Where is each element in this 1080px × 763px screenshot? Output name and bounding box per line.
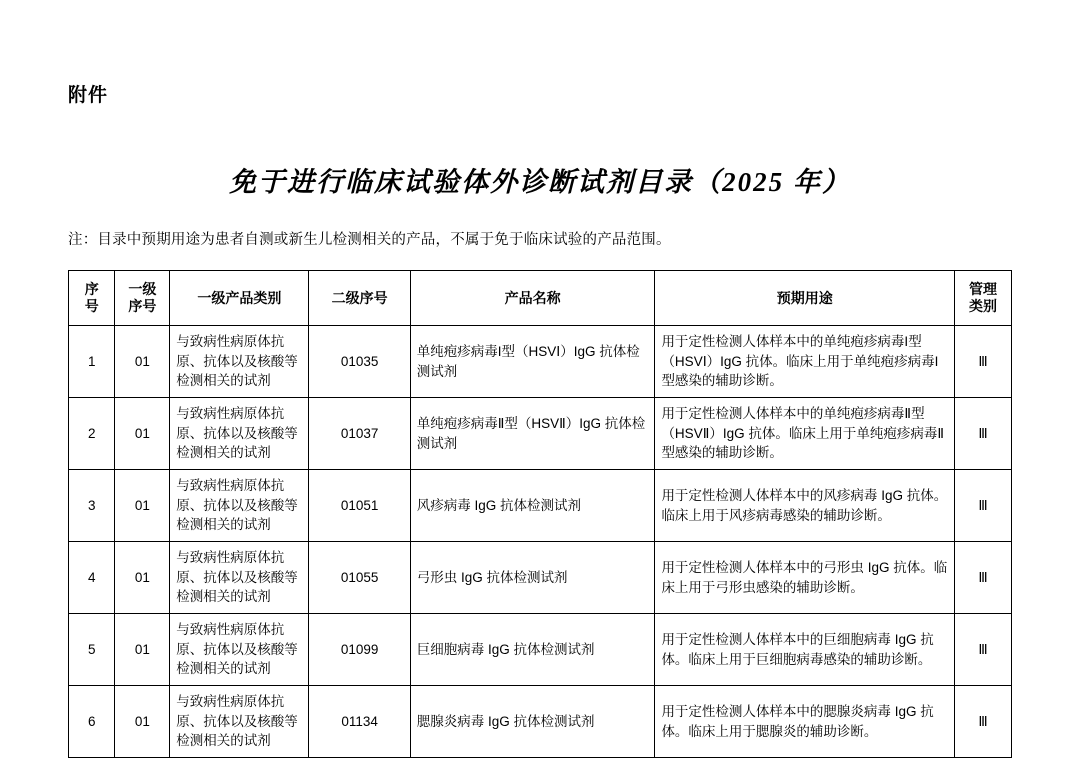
column-header-seq	[69, 271, 115, 326]
cell-product-name: 单纯疱疹病毒Ⅱ型（HSVⅡ）IgG 抗体检测试剂	[410, 398, 655, 470]
cell-product-name: 巨细胞病毒 IgG 抗体检测试剂	[410, 614, 655, 686]
table-row	[69, 686, 1012, 758]
column-header-management	[955, 271, 1012, 326]
cell-category1: 与致病性病原体抗原、抗体以及核酸等检测相关的试剂	[170, 542, 309, 614]
cell-level1-seq: 01	[115, 614, 170, 686]
cell-category1: 与致病性病原体抗原、抗体以及核酸等检测相关的试剂	[170, 326, 309, 398]
cell-seq: 4	[69, 542, 115, 614]
cell-product-name: 弓形虫 IgG 抗体检测试剂	[410, 542, 655, 614]
column-header-level2-seq: 二级序号	[309, 271, 410, 326]
cell-category1: 与致病性病原体抗原、抗体以及核酸等检测相关的试剂	[170, 686, 309, 758]
cell-intended-use: 用于定性检测人体样本中的单纯疱疹病毒I型（HSVⅠ）IgG 抗体。临床上用于单纯疱疹病毒I型感染的辅助诊断。	[655, 326, 955, 398]
column-header-seq-line1: 序	[84, 280, 99, 297]
cell-level2-seq: 01051	[309, 470, 410, 542]
column-header-level1-seq-line1: 一级	[128, 280, 157, 297]
cell-management: Ⅲ	[955, 686, 1012, 758]
attachment-label: 附件	[68, 85, 109, 106]
cell-product-name: 风疹病毒 IgG 抗体检测试剂	[410, 470, 655, 542]
cell-intended-use: 用于定性检测人体样本中的弓形虫 IgG 抗体。临床上用于弓形虫感染的辅助诊断。	[655, 542, 955, 614]
column-header-level1-seq	[115, 271, 170, 326]
cell-level2-seq: 01099	[309, 614, 410, 686]
column-header-category1: 一级产品类别	[170, 271, 309, 326]
cell-seq: 5	[69, 614, 115, 686]
table-row	[69, 614, 1012, 686]
table-row	[69, 542, 1012, 614]
cell-level2-seq: 01035	[309, 326, 410, 398]
cell-management: Ⅲ	[955, 614, 1012, 686]
cell-level2-seq: 01055	[309, 542, 410, 614]
cell-management: Ⅲ	[955, 326, 1012, 398]
cell-seq: 6	[69, 686, 115, 758]
cell-level1-seq: 01	[115, 326, 170, 398]
column-header-level1-seq-line2: 序号	[128, 298, 157, 314]
cell-seq: 2	[69, 398, 115, 470]
cell-category1: 与致病性病原体抗原、抗体以及核酸等检测相关的试剂	[170, 614, 309, 686]
note-text: 注：目录中预期用途为患者自测或新生儿检测相关的产品，不属于免于临床试验的产品范围。	[68, 232, 671, 248]
cell-level1-seq: 01	[115, 686, 170, 758]
cell-level1-seq: 01	[115, 470, 170, 542]
column-header-management-line2: 类别	[969, 298, 997, 314]
table-header-row	[69, 271, 1012, 326]
cell-level2-seq: 01134	[309, 686, 410, 758]
cell-intended-use: 用于定性检测人体样本中的单纯疱疹病毒Ⅱ型（HSVⅡ）IgG 抗体。临床上用于单纯疱疹病毒Ⅱ型感染的辅助诊断。	[655, 398, 955, 470]
cell-category1: 与致病性病原体抗原、抗体以及核酸等检测相关的试剂	[170, 470, 309, 542]
cell-management: Ⅲ	[955, 398, 1012, 470]
cell-level1-seq: 01	[115, 542, 170, 614]
column-header-seq-line2: 号	[84, 298, 99, 314]
table-row	[69, 326, 1012, 398]
column-header-product-name: 产品名称	[410, 271, 655, 326]
catalog-table	[68, 270, 1012, 758]
cell-intended-use: 用于定性检测人体样本中的腮腺炎病毒 IgG 抗体。临床上用于腮腺炎的辅助诊断。	[655, 686, 955, 758]
cell-intended-use: 用于定性检测人体样本中的风疹病毒 IgG 抗体。临床上用于风疹病毒感染的辅助诊断。	[655, 470, 955, 542]
cell-intended-use: 用于定性检测人体样本中的巨细胞病毒 IgG 抗体。临床上用于巨细胞病毒感染的辅助诊断。	[655, 614, 955, 686]
table-row	[69, 398, 1012, 470]
cell-product-name: 单纯疱疹病毒I型（HSVⅠ）IgG 抗体检测试剂	[410, 326, 655, 398]
cell-level1-seq: 01	[115, 398, 170, 470]
column-header-management-line1: 管理	[969, 280, 997, 297]
cell-product-name: 腮腺炎病毒 IgG 抗体检测试剂	[410, 686, 655, 758]
column-header-intended-use: 预期用途	[655, 271, 955, 326]
cell-management: Ⅲ	[955, 470, 1012, 542]
cell-level2-seq: 01037	[309, 398, 410, 470]
cell-seq: 1	[69, 326, 115, 398]
cell-category1: 与致病性病原体抗原、抗体以及核酸等检测相关的试剂	[170, 398, 309, 470]
page-title: 免于进行临床试验体外诊断试剂目录（2025 年）	[229, 167, 851, 197]
cell-seq: 3	[69, 470, 115, 542]
table-row	[69, 470, 1012, 542]
cell-management: Ⅲ	[955, 542, 1012, 614]
